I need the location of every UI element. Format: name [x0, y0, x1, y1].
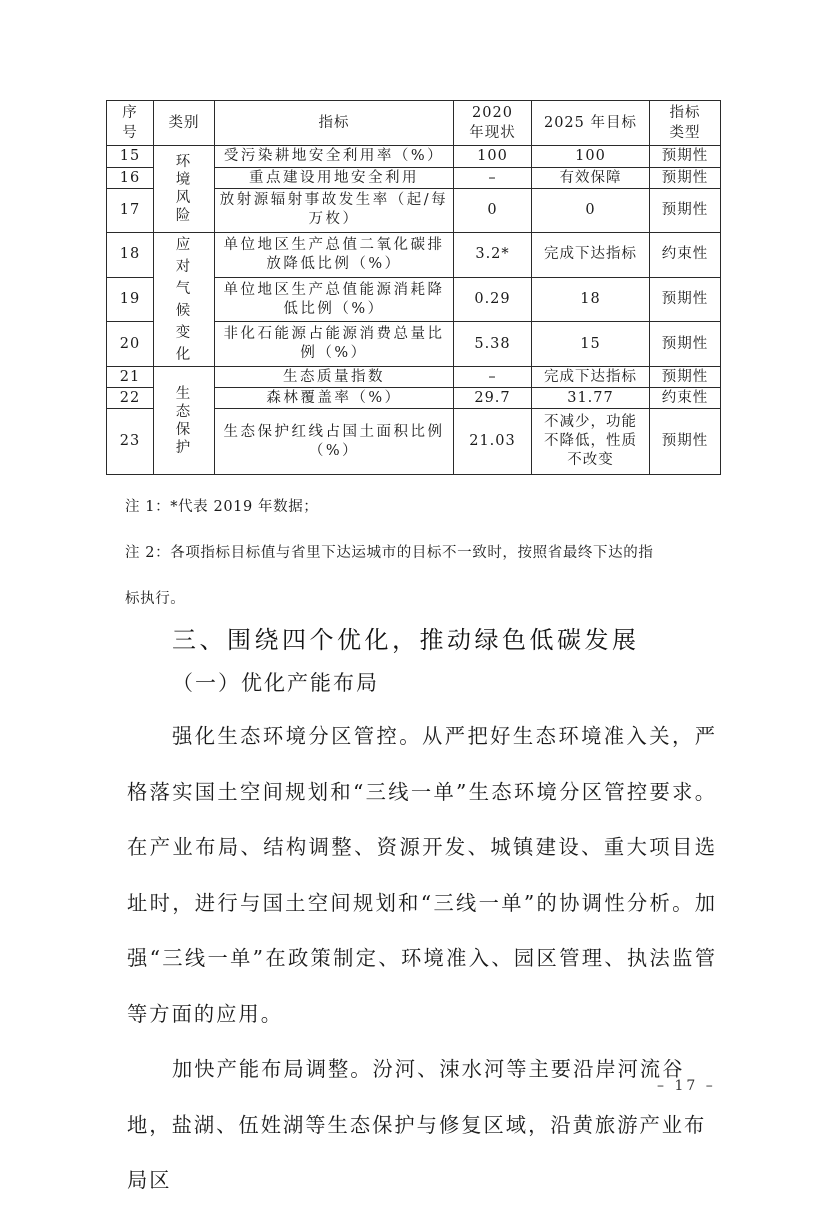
row-status-2020: 5.38 — [454, 322, 532, 367]
note-2-line-2: 标执行。 — [125, 591, 186, 607]
row-indicator: 重点建设用地安全利用 — [215, 167, 454, 188]
subsection-heading: （一）优化产能布局 — [172, 671, 379, 695]
indicator-table — [106, 100, 721, 475]
row-indicator: 生态质量指数 — [215, 367, 454, 388]
body-text — [127, 709, 717, 1209]
category-cell: 环境风险 — [154, 146, 215, 233]
row-target-2025: 有效保障 — [532, 167, 650, 188]
row-seq: 22 — [107, 388, 154, 409]
row-status-2020: 0 — [454, 188, 532, 232]
table-row — [107, 233, 721, 278]
header-status-2020: 2020 年现状 — [454, 101, 532, 146]
row-type: 约束性 — [650, 233, 721, 278]
row-target-2025: 完成下达指标 — [532, 367, 650, 388]
row-type: 预期性 — [650, 322, 721, 367]
row-type: 预期性 — [650, 277, 721, 322]
row-indicator: 单位地区生产总值二氧化碳排放降低比例（%） — [215, 233, 454, 278]
row-seq: 21 — [107, 367, 154, 388]
table-row — [107, 367, 721, 388]
row-indicator: 生态保护红线占国土面积比例（%） — [215, 409, 454, 475]
row-seq: 23 — [107, 409, 154, 475]
row-type: 约束性 — [650, 388, 721, 409]
note-1: 注 1：*代表 2019 年数据； — [125, 499, 319, 515]
row-seq: 18 — [107, 233, 154, 278]
header-category: 类别 — [154, 101, 215, 146]
table-row — [107, 146, 721, 167]
row-type: 预期性 — [650, 146, 721, 167]
row-indicator: 森林覆盖率（%） — [215, 388, 454, 409]
row-seq: 15 — [107, 146, 154, 167]
category-cell: 生态保护 — [154, 367, 215, 475]
header-type: 指标类型 — [650, 101, 721, 146]
row-target-2025: 完成下达指标 — [532, 233, 650, 278]
row-status-2020: 21.03 — [454, 409, 532, 475]
row-seq: 19 — [107, 277, 154, 322]
row-seq: 17 — [107, 188, 154, 232]
row-seq: 16 — [107, 167, 154, 188]
header-target-2025: 2025 年目标 — [532, 101, 650, 146]
category-cell: 应对气候变化 — [154, 233, 215, 367]
row-status-2020: – — [454, 367, 532, 388]
row-type: 预期性 — [650, 167, 721, 188]
row-status-2020: – — [454, 167, 532, 188]
row-target-2025: 15 — [532, 322, 650, 367]
row-indicator: 放射源辐射事故发生率（起/每万枚） — [215, 188, 454, 232]
row-target-2025: 不减少，功能不降低，性质不改变 — [532, 409, 650, 475]
header-indicator: 指标 — [215, 101, 454, 146]
header-seq: 序号 — [107, 101, 154, 146]
paragraph: 强化生态环境分区管控。从严把好生态环境准入关，严格落实国土空间规划和“三线一单”生态环境分区管控要求。在产业布局、结构调整、资源开发、城镇建设、重大项目选址时，进行与国土空间规划和“三线一单”的协调性分析。加强“三线一单”在政策制定、环境准入、园区管理、执法监管等方面的应用。 — [127, 724, 717, 1026]
paragraph: 加快产能布局调整。汾河、涑水河等主要沿岸河流谷地，盐湖、伍姓湖等生态保护与修复区域，沿黄旅游产业布局区 — [127, 1057, 707, 1192]
row-target-2025: 18 — [532, 277, 650, 322]
row-type: 预期性 — [650, 409, 721, 475]
row-indicator: 非化石能源占能源消费总量比例（%） — [215, 322, 454, 367]
row-target-2025: 0 — [532, 188, 650, 232]
row-status-2020: 100 — [454, 146, 532, 167]
note-2-line-1: 注 2：各项指标目标值与省里下达运城市的目标不一致时，按照省最终下达的指 — [125, 545, 654, 561]
table-header-row — [107, 101, 721, 146]
row-target-2025: 100 — [532, 146, 650, 167]
row-indicator: 单位地区生产总值能源消耗降低比例（%） — [215, 277, 454, 322]
row-target-2025: 31.77 — [532, 388, 650, 409]
row-status-2020: 29.7 — [454, 388, 532, 409]
row-status-2020: 3.2* — [454, 233, 532, 278]
row-seq: 20 — [107, 322, 154, 367]
page-number: – 17 – — [657, 1078, 716, 1094]
row-indicator: 受污染耕地安全利用率（%） — [215, 146, 454, 167]
row-type: 预期性 — [650, 188, 721, 232]
row-status-2020: 0.29 — [454, 277, 532, 322]
section-heading: 三、围绕四个优化，推动绿色低碳发展 — [172, 626, 640, 654]
row-type: 预期性 — [650, 367, 721, 388]
